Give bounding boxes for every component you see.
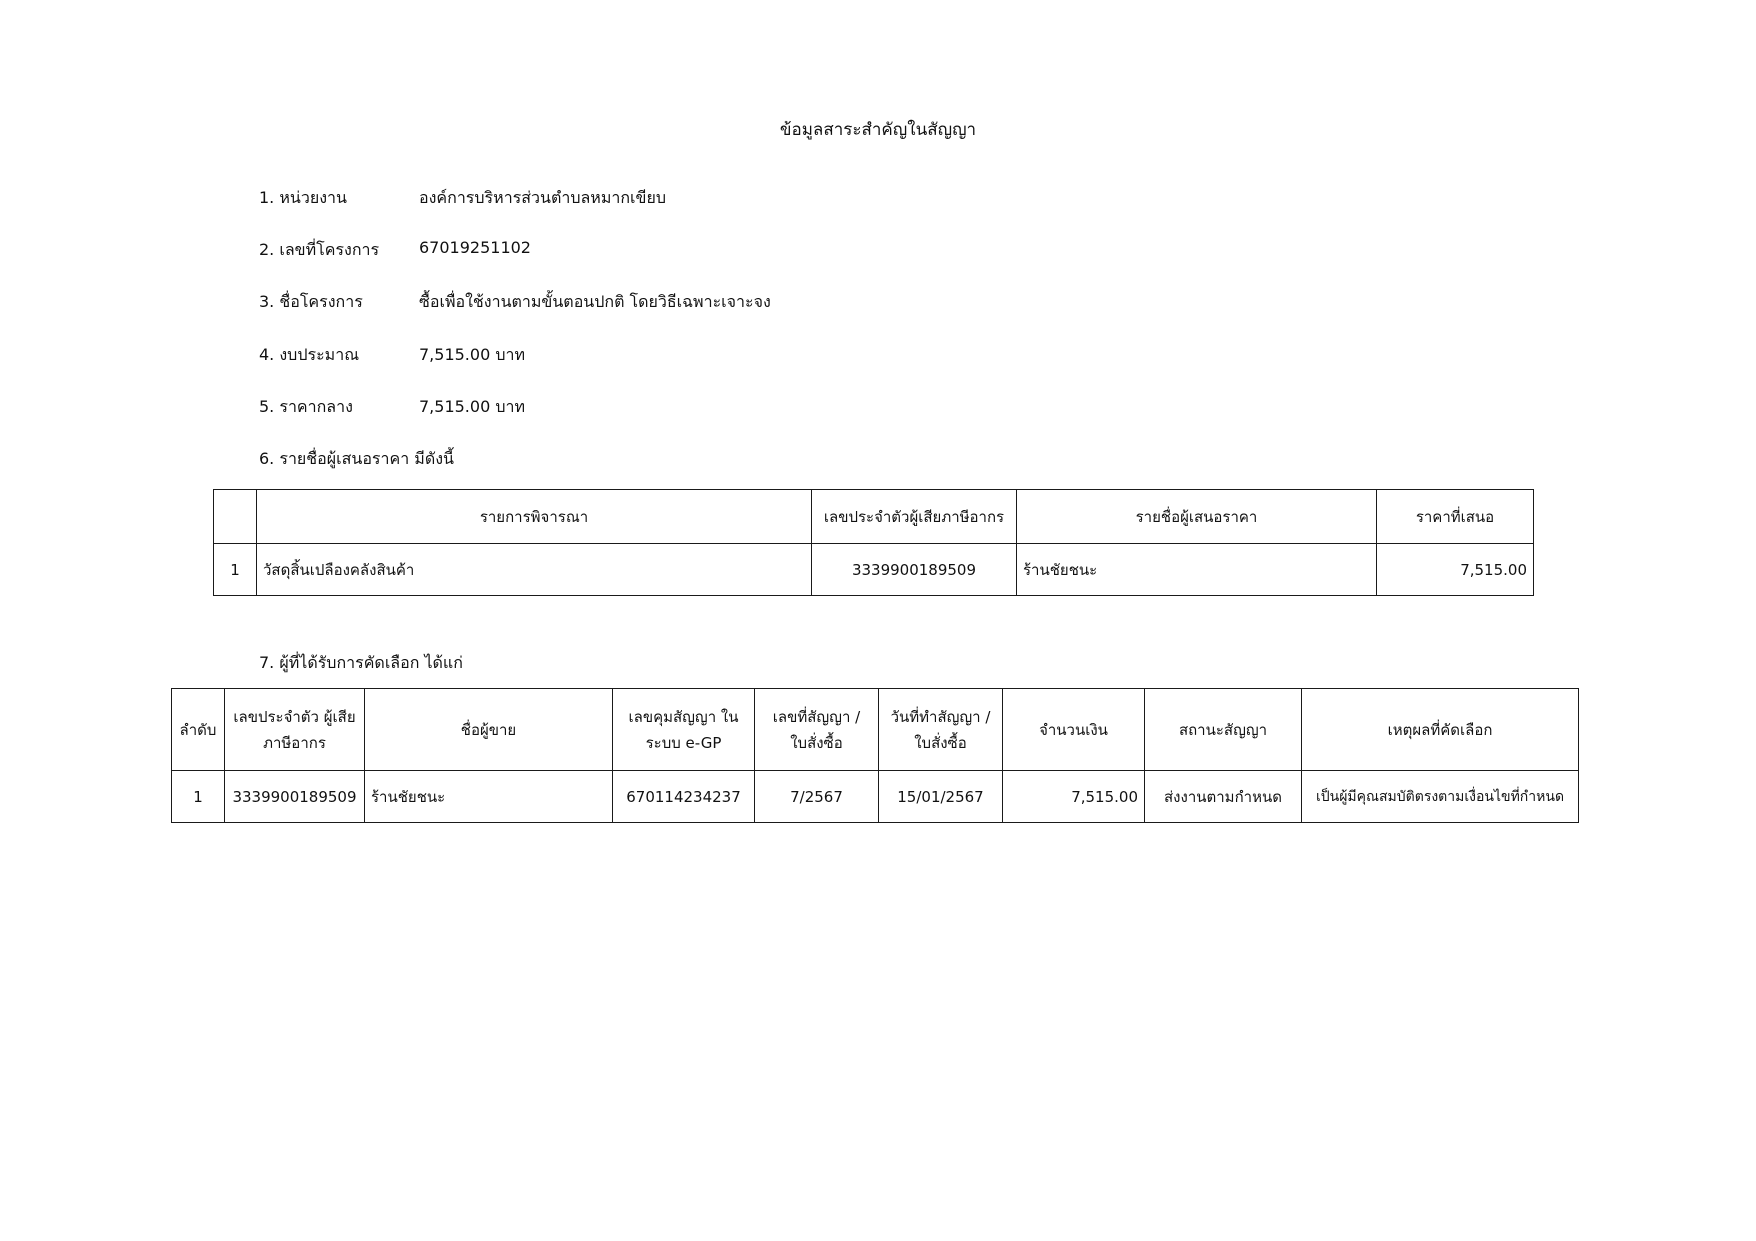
field-value: 67019251102 (419, 238, 531, 257)
document-title: ข้อมูลสาระสำคัญในสัญญา (779, 120, 977, 140)
table-header-row (172, 689, 1579, 771)
column-header: วันที่ทำสัญญา / ใบสั่งซื้อ (879, 689, 1003, 771)
table-cell: 7/2567 (755, 771, 879, 823)
bidders-table (213, 489, 1534, 596)
table-cell: 7,515.00 (1377, 544, 1534, 596)
field-value: 7,515.00 บาท (419, 345, 526, 364)
field-value: ซื้อเพื่อใช้งานตามขั้นตอนปกติ โดยวิธีเฉพาะเจาะจง (419, 292, 771, 311)
column-header: สถานะสัญญา (1145, 689, 1302, 771)
table-cell: เป็นผู้มีคุณสมบัติตรงตามเงื่อนไขที่กำหนด (1302, 771, 1579, 823)
table-cell: 1 (214, 544, 257, 596)
column-header: รายชื่อผู้เสนอราคา (1017, 490, 1377, 544)
field-label: 5. ราคากลาง (259, 397, 353, 416)
column-header: รายการพิจารณา (257, 490, 812, 544)
column-header: เลขประจำตัวผู้เสียภาษีอากร (812, 490, 1017, 544)
column-header: เลขประจำตัว ผู้เสียภาษีอากร (225, 689, 365, 771)
table-cell: 1 (172, 771, 225, 823)
section-7-heading: 7. ผู้ที่ได้รับการคัดเลือก ได้แก่ (259, 653, 463, 672)
section-6-heading: 6. รายชื่อผู้เสนอราคา มีดังนี้ (259, 449, 454, 468)
table-row (172, 771, 1579, 823)
table-cell: 15/01/2567 (879, 771, 1003, 823)
table-cell: ร้านชัยชนะ (1017, 544, 1377, 596)
column-header: เลขที่สัญญา / ใบสั่งซื้อ (755, 689, 879, 771)
column-header: เหตุผลที่คัดเลือก (1302, 689, 1579, 771)
table-header-row (214, 490, 1534, 544)
column-header (214, 490, 257, 544)
column-header: ชื่อผู้ขาย (365, 689, 613, 771)
table-cell: 3339900189509 (812, 544, 1017, 596)
table-cell: 7,515.00 (1003, 771, 1145, 823)
column-header: ราคาที่เสนอ (1377, 490, 1534, 544)
field-value: องค์การบริหารส่วนตำบลหมากเขียบ (419, 188, 666, 207)
column-header: ลำดับ (172, 689, 225, 771)
field-label: 3. ชื่อโครงการ (259, 292, 363, 311)
table-cell: 3339900189509 (225, 771, 365, 823)
table-row (214, 544, 1534, 596)
field-value: 7,515.00 บาท (419, 397, 526, 416)
column-header: จำนวนเงิน (1003, 689, 1145, 771)
table-cell: วัสดุสิ้นเปลืองคลังสินค้า (257, 544, 812, 596)
column-header: เลขคุมสัญญา ในระบบ e-GP (613, 689, 755, 771)
field-label: 4. งบประมาณ (259, 345, 360, 364)
field-label: 1. หน่วยงาน (259, 188, 347, 207)
table-cell: ส่งงานตามกำหนด (1145, 771, 1302, 823)
table-cell: 670114234237 (613, 771, 755, 823)
table-cell: ร้านชัยชนะ (365, 771, 613, 823)
field-label: 2. เลขที่โครงการ (259, 240, 380, 259)
selected-table (171, 688, 1579, 823)
